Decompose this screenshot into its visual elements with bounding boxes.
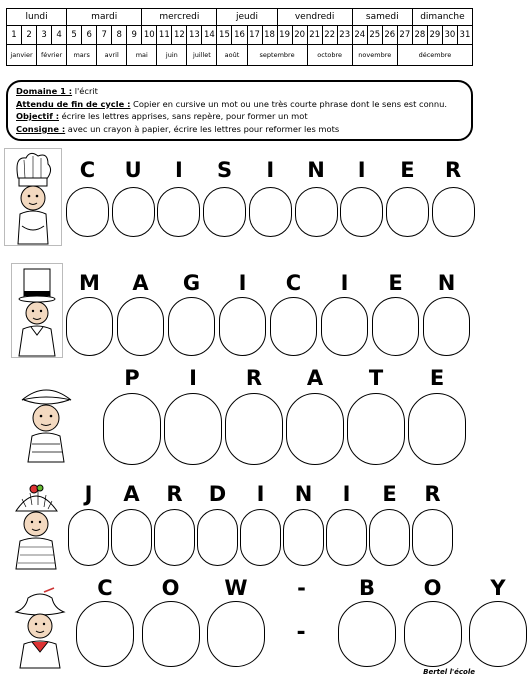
objective-label: Objectif : (16, 111, 60, 121)
objective-line (16, 110, 463, 123)
domain-value: l'écrit (72, 86, 98, 96)
date-number-cell: 8 (112, 26, 127, 45)
letter-writing-box[interactable] (154, 509, 195, 566)
instruction-line (16, 123, 463, 136)
weekday-cell: vendredi (277, 9, 352, 26)
cycle-label: Attendu de fin de cycle : (16, 98, 131, 109)
letter-writing-box[interactable] (203, 187, 246, 237)
date-number-cell: 5 (67, 26, 82, 45)
date-number-cell: 13 (187, 26, 202, 45)
word-letter: C (79, 158, 96, 182)
date-number-cell: 25 (367, 26, 382, 45)
letter-writing-box[interactable] (112, 187, 155, 237)
word-letter: M (79, 271, 100, 295)
word-letter: A (123, 482, 140, 506)
letter-writing-box[interactable] (76, 601, 134, 667)
weekday-cell: lundi (7, 9, 67, 26)
word-letter: I (238, 271, 247, 295)
letter-writing-box[interactable] (340, 187, 383, 237)
letter-writing-box[interactable] (103, 393, 161, 465)
weekday-cell: mardi (67, 9, 142, 26)
month-cell: novembre (352, 45, 397, 66)
word-letter: W (224, 576, 248, 600)
weekday-cell: jeudi (217, 9, 277, 26)
word-letter: T (368, 366, 384, 390)
instruction-value: avec un crayon à papier, écrire les lettres pour reformer les mots (65, 123, 340, 134)
letter-writing-box[interactable] (326, 509, 367, 566)
letter-writing-box[interactable] (168, 297, 215, 356)
objective-value: écrire les lettres apprises, sans repère, pour former un mot (59, 111, 308, 121)
word-letter: - (297, 576, 306, 600)
letter-writing-box[interactable] (369, 509, 410, 566)
date-number-cell: 20 (292, 26, 307, 45)
month-cell: août (217, 45, 247, 66)
word-letter: N (294, 482, 313, 506)
letter-writing-box[interactable] (283, 509, 324, 566)
letter-writing-box[interactable] (197, 509, 238, 566)
word-letter: E (429, 366, 445, 390)
cycle-line (16, 98, 463, 111)
month-cell: avril (97, 45, 127, 66)
word-letter: O (161, 576, 180, 600)
date-number-cell: 26 (382, 26, 397, 45)
letter-writing-box[interactable] (432, 187, 475, 237)
date-number-cell: 30 (442, 26, 457, 45)
gardener-icon (10, 481, 63, 570)
word-letter: I (340, 271, 349, 295)
date-number-cell: 15 (217, 26, 232, 45)
date-number-cell: 16 (232, 26, 247, 45)
footer-credit: Bertel l'école (423, 668, 475, 676)
cowboy-icon (14, 588, 66, 668)
word-letter: R (166, 482, 183, 506)
weekday-cell: mercredi (142, 9, 217, 26)
instruction-label: Consigne : (16, 123, 66, 134)
letter-writing-box[interactable] (372, 297, 419, 356)
pirate-icon (18, 378, 75, 463)
cycle-value: Copier en cursive un mot ou une très courte phrase dont le sens est connu. (130, 98, 448, 109)
month-cell: octobre (307, 45, 352, 66)
date-number-cell: 6 (82, 26, 97, 45)
date-number-cell: 12 (172, 26, 187, 45)
word-letter: I (189, 366, 197, 390)
word-letter: C (97, 576, 113, 600)
word-letter: N (437, 271, 456, 295)
letter-writing-box[interactable] (423, 297, 470, 356)
letter-writing-box[interactable] (295, 187, 338, 237)
weekday-cell: samedi (352, 9, 412, 26)
letter-writing-box[interactable] (408, 393, 466, 465)
date-number-cell: 23 (337, 26, 352, 45)
letter-writing-box[interactable] (412, 509, 453, 566)
month-cell: février (37, 45, 67, 66)
word-letter: N (307, 158, 325, 182)
date-number-cell: 22 (322, 26, 337, 45)
letter-writing-box[interactable] (386, 187, 429, 237)
date-number-cell: 7 (97, 26, 112, 45)
date-number-cell: 10 (142, 26, 157, 45)
month-cell: juin (157, 45, 187, 66)
month-row (7, 45, 473, 66)
word-letter: I (357, 158, 366, 182)
date-number-cell: 1 (7, 26, 22, 45)
date-number-cell: 14 (202, 26, 217, 45)
date-number-cell: 17 (247, 26, 262, 45)
letter-writing-box[interactable] (469, 601, 527, 667)
letter-writing-box[interactable] (270, 297, 317, 356)
letter-writing-box[interactable] (142, 601, 200, 667)
word-letter: A (132, 271, 149, 295)
word-letter: Y (490, 576, 506, 600)
letter-writing-box[interactable] (66, 187, 109, 237)
date-number-cell: 3 (37, 26, 52, 45)
date-number-cell: 19 (277, 26, 292, 45)
date-number-row (7, 26, 473, 45)
word-letter: I (342, 482, 351, 506)
word-letter: I (256, 482, 265, 506)
month-cell: décembre (397, 45, 472, 66)
date-number-cell: 27 (397, 26, 412, 45)
weekday-cell: dimanche (412, 9, 472, 26)
word-letter: I (174, 158, 183, 182)
word-letter: E (388, 271, 403, 295)
date-number-cell: 29 (427, 26, 442, 45)
letter-writing-box[interactable] (117, 297, 164, 356)
word-letter: R (424, 482, 441, 506)
month-cell: juillet (187, 45, 217, 66)
month-cell: mars (67, 45, 97, 66)
month-cell: mai (127, 45, 157, 66)
word-letter: J (84, 482, 93, 506)
letter-writing-box[interactable] (249, 187, 292, 237)
word-letter: B (358, 576, 375, 600)
letter-writing-box[interactable] (68, 509, 109, 566)
date-number-cell: 2 (22, 26, 37, 45)
date-number-cell: 18 (262, 26, 277, 45)
word-letter: U (124, 158, 142, 182)
word-letter: S (217, 158, 233, 182)
date-number-cell: 11 (157, 26, 172, 45)
date-number-cell: 21 (307, 26, 322, 45)
letter-writing-box[interactable] (164, 393, 222, 465)
word-letter: G (182, 271, 201, 295)
letter-writing-box[interactable] (207, 601, 265, 667)
word-letter: D (208, 482, 227, 506)
letter-writing-box[interactable] (321, 297, 368, 356)
word-letter: I (266, 158, 275, 182)
letter-writing-box[interactable] (338, 601, 396, 667)
date-number-cell: 4 (52, 26, 67, 45)
letter-writing-box[interactable] (66, 297, 113, 356)
date-number-cell: 28 (412, 26, 427, 45)
letter-writing-box[interactable] (111, 509, 152, 566)
magician-icon (11, 263, 63, 358)
letter-writing-box[interactable] (404, 601, 462, 667)
instructions-box (6, 80, 473, 141)
word-letter: E (382, 482, 397, 506)
letter-writing-box[interactable] (157, 187, 200, 237)
letter-writing-box[interactable] (225, 393, 283, 465)
date-number-cell: 24 (352, 26, 367, 45)
word-letter: E (400, 158, 415, 182)
domain-line (16, 85, 463, 98)
word-letter: R (445, 158, 462, 182)
chef-icon (4, 148, 62, 246)
calendar-table (6, 8, 473, 66)
domain-label: Domaine 1 : (16, 86, 73, 96)
month-cell: janvier (7, 45, 37, 66)
date-number-cell: 31 (457, 26, 472, 45)
letter-writing-box[interactable] (286, 393, 344, 465)
word-letter: C (285, 271, 302, 295)
word-letter: P (124, 366, 140, 390)
month-cell: septembre (247, 45, 307, 66)
word-letter: R (245, 366, 263, 390)
letter-writing-box[interactable] (347, 393, 405, 465)
letter-writing-box[interactable] (219, 297, 266, 356)
weekday-row (7, 9, 473, 26)
word-letter: A (306, 366, 324, 390)
letter-writing-box[interactable] (240, 509, 281, 566)
word-letter: O (423, 576, 442, 600)
date-number-cell: 9 (127, 26, 142, 45)
hyphen-mark: - (296, 620, 306, 645)
